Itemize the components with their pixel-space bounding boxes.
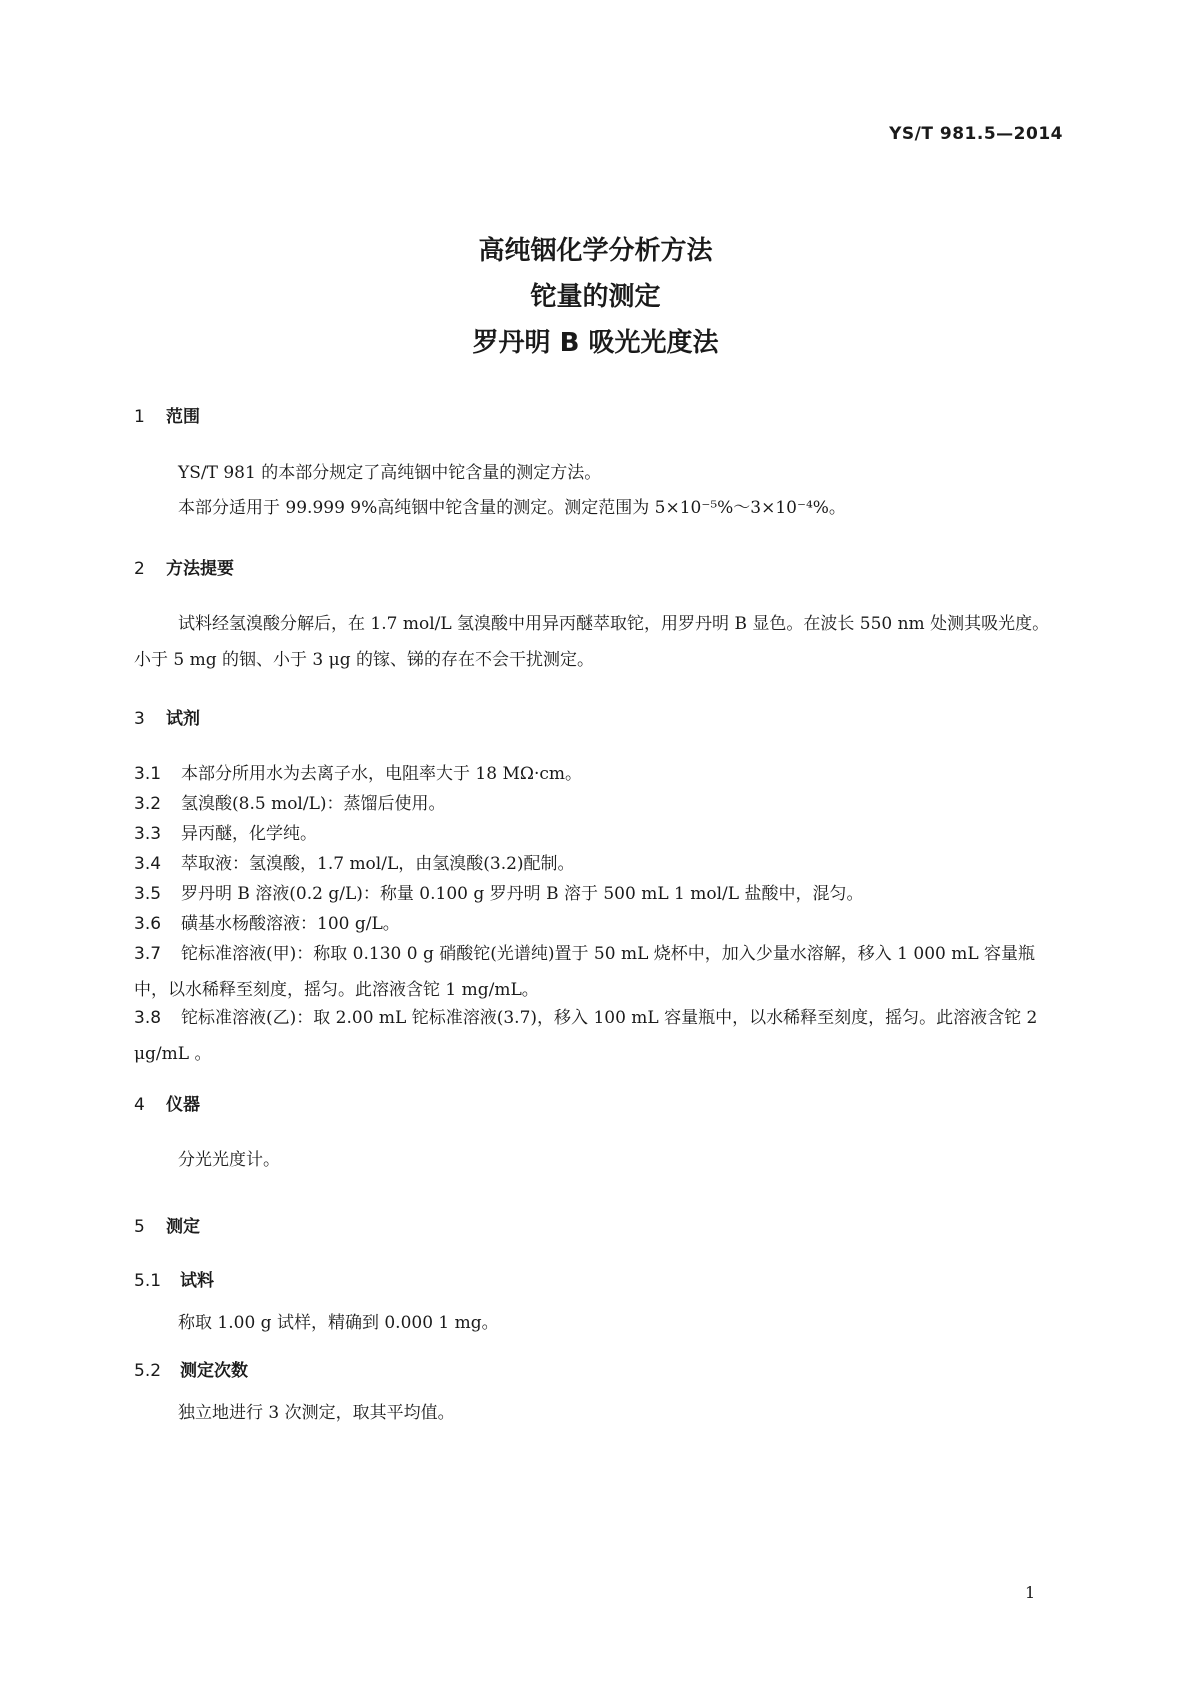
subsection-title: 测定次数 <box>180 1361 248 1381</box>
item-text: 萃取液：氢溴酸，1.7 mol/L，由氢溴酸(3.2)配制。 <box>181 854 575 874</box>
item-text: 异丙醚，化学纯。 <box>181 824 317 844</box>
scope-paragraph-1: YS/T 981 的本部分规定了高纯铟中铊含量的测定方法。 <box>178 463 602 483</box>
section-heading-reagents <box>134 704 200 729</box>
section-title: 范围 <box>166 407 200 427</box>
item-text: 铊标准溶液(乙)：取 2.00 mL 铊标准溶液(3.7)，移入 100 mL 容量瓶中，以水稀释至刻度，摇匀。此溶液含铊 2 μg/mL 。 <box>134 1008 1038 1064</box>
section-title: 测定 <box>166 1217 200 1237</box>
item-number: 3.2 <box>134 794 162 814</box>
item-number: 3.5 <box>134 884 162 904</box>
section-heading-apparatus <box>134 1090 200 1115</box>
section-number: 4 <box>134 1095 145 1115</box>
item-text: 本部分所用水为去离子水，电阻率大于 18 MΩ·cm。 <box>181 764 582 784</box>
title-line-2: 铊量的测定 <box>530 282 661 312</box>
section-number: 1 <box>134 407 145 427</box>
test-portion-paragraph: 称取 1.00 g 试样，精确到 0.000 1 mg。 <box>178 1313 499 1333</box>
reagent-item <box>134 1000 1064 1072</box>
apparatus-paragraph: 分光光度计。 <box>178 1150 280 1170</box>
section-title: 仪器 <box>166 1095 200 1115</box>
item-number: 3.4 <box>134 854 162 874</box>
subsection-heading-test-portion <box>134 1266 214 1291</box>
page-number: 1 <box>1025 1583 1036 1602</box>
item-text: 罗丹明 B 溶液(0.2 g/L)：称量 0.100 g 罗丹明 B 溶于 500 mL 1 mol/L 盐酸中，混匀。 <box>181 884 864 904</box>
scope-paragraph-2: 本部分适用于 99.999 9%高纯铟中铊含量的测定。测定范围为 5×10⁻⁵%～3×10⁻⁴%。 <box>178 498 846 518</box>
principle-paragraph: 试料经氢溴酸分解后，在 1.7 mol/L 氢溴酸中用异丙醚萃取铊，用罗丹明 B 显色。在波长 550 nm 处测其吸光度。小于 5 mg 的铟、小于 3 μg 的镓、锑的存在不会干扰测定。 <box>134 614 1050 670</box>
section-heading-determination <box>134 1212 200 1237</box>
subsection-number: 5.1 <box>134 1271 162 1291</box>
item-text: 氢溴酸(8.5 mol/L)：蒸馏后使用。 <box>181 794 446 814</box>
section-heading-scope <box>134 402 200 427</box>
title-line-3: 罗丹明 B 吸光光度法 <box>472 328 719 358</box>
section-number: 5 <box>134 1217 145 1237</box>
subsection-number: 5.2 <box>134 1361 162 1381</box>
item-number: 3.8 <box>134 1008 162 1028</box>
number-of-determinations-paragraph: 独立地进行 3 次测定，取其平均值。 <box>178 1403 455 1423</box>
subsection-title: 试料 <box>180 1271 214 1291</box>
item-text: 铊标准溶液(甲)：称取 0.130 0 g 硝酸铊(光谱纯)置于 50 mL 烧杯中，加入少量水溶解，移入 1 000 mL 容量瓶中，以水稀释至刻度，摇匀。此溶液含铊 1 mg/mL。 <box>134 944 1036 1000</box>
section-heading-principle <box>134 554 234 579</box>
section-title: 试剂 <box>166 709 200 729</box>
item-number: 3.1 <box>134 764 162 784</box>
subsection-heading-number-of-determinations <box>134 1356 248 1381</box>
item-number: 3.6 <box>134 914 162 934</box>
standard-code: YS/T 981.5—2014 <box>889 124 1063 144</box>
section-number: 3 <box>134 709 145 729</box>
document-title <box>0 228 1191 366</box>
section-title: 方法提要 <box>166 559 234 579</box>
item-text: 磺基水杨酸溶液：100 g/L。 <box>181 914 400 934</box>
title-line-1: 高纯铟化学分析方法 <box>478 236 713 266</box>
item-number: 3.7 <box>134 944 162 964</box>
reagent-item <box>134 936 1064 1008</box>
item-number: 3.3 <box>134 824 162 844</box>
section-number: 2 <box>134 559 145 579</box>
